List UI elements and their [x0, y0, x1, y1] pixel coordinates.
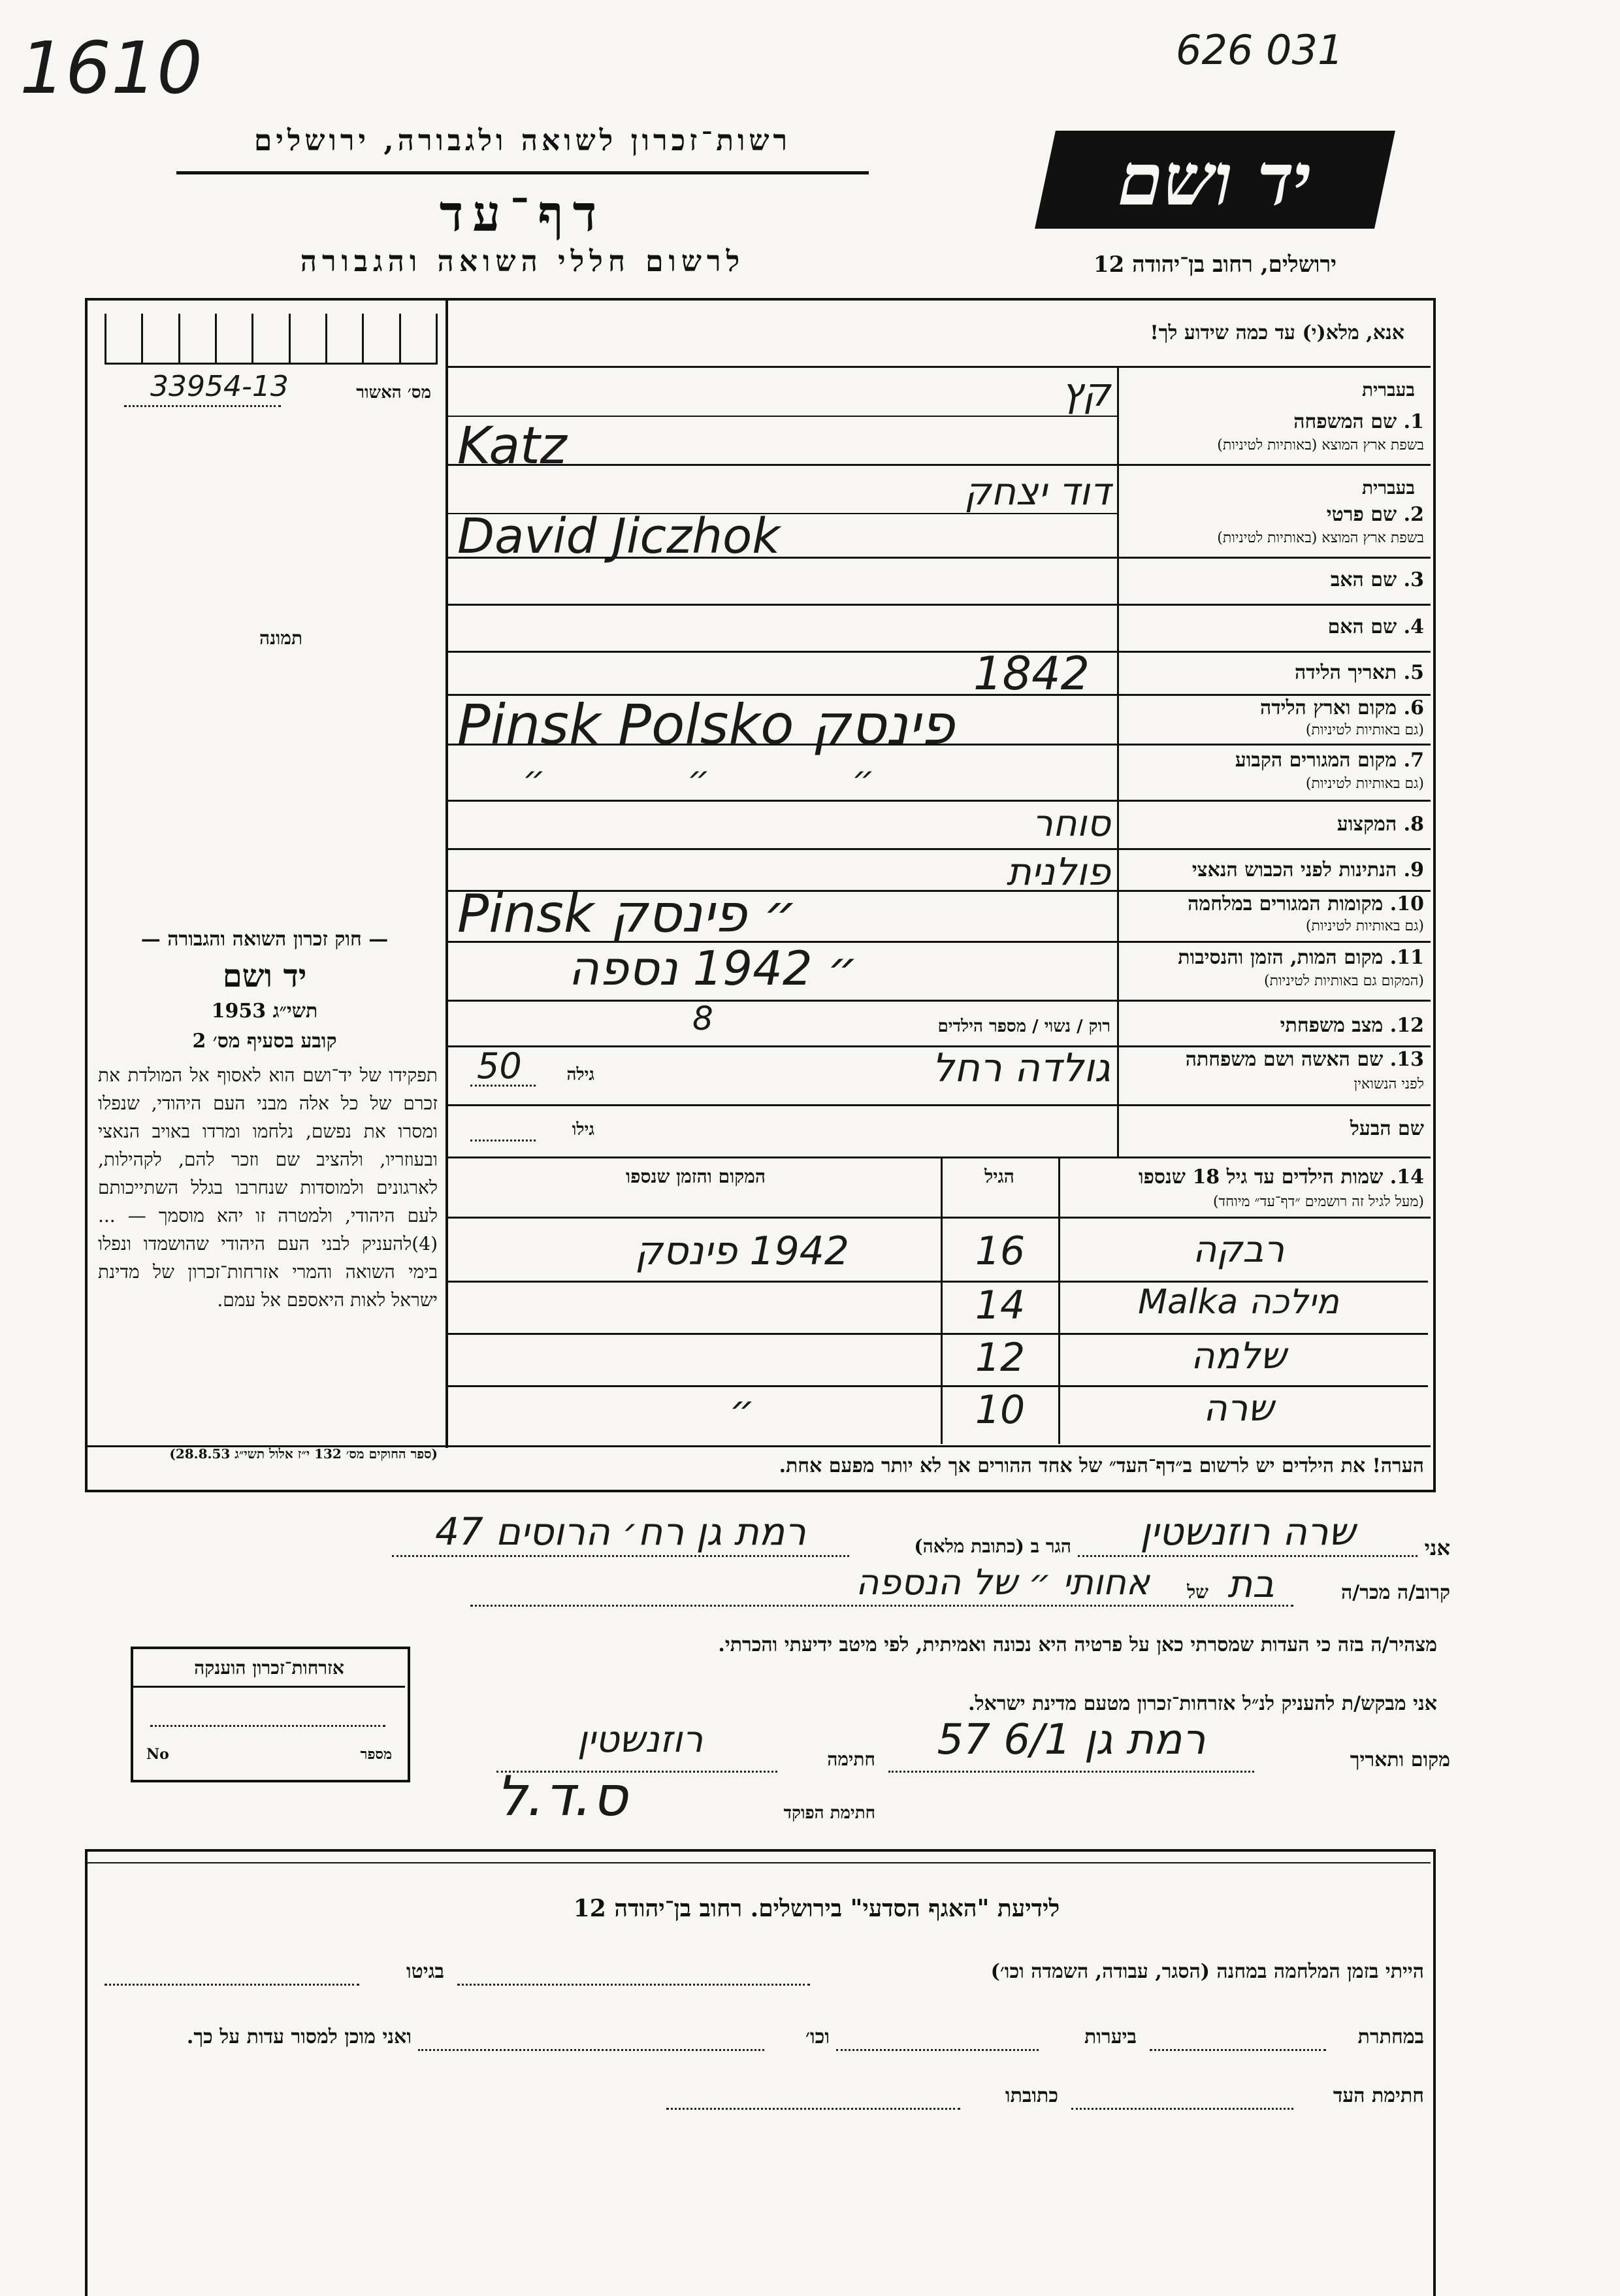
- field-5-value: 1842: [973, 647, 1090, 700]
- citizenship-title: אזרחות־זכרון הוענקה: [194, 1657, 344, 1679]
- child-place: ״: [729, 1387, 755, 1433]
- field-9-value: פולנית: [1006, 849, 1110, 894]
- law-text: תפקידו של יד־ושם הוא לאסוף אל המולדת את זכרם של כל אלה מבני העם היהודי, שנפלו ומסרו את נפשם, נלחמו ומרדו באויב הנאצי ובעוזריו, ולהציב שם וזכר להם, לקהילות, לארגונים ולמוסדות שנחרבו בגלל השתייכותם לעם היהודי, ולמטרה זו יהא מוסמך — ...(4)להעניק לבני העם היהודי שהושמדו ונפלו בימי השואה והמרי אזרחות־זכרון של מדינת ישראל לאות היאספם אל עמם.: [98, 1064, 438, 1311]
- code-boxes: [105, 314, 438, 365]
- field-2-sub: בשפת ארץ המוצא (באותיות לטיניות): [1217, 530, 1424, 546]
- bottom-line1: הייתי בזמן המלחמה במחנה (הסגר, עבודה, השמדה וכו׳): [990, 1960, 1424, 1983]
- child-age: 14: [975, 1283, 1026, 1328]
- child-name: שלמה: [1190, 1335, 1287, 1377]
- approval-label: מס׳ האשור: [356, 383, 431, 402]
- bottom-etc: וכו׳: [805, 2025, 830, 2048]
- child-age: 12: [975, 1335, 1026, 1381]
- form-title: דף־עד: [439, 184, 606, 242]
- note-text: הערה! את הילדים יש לרשום ב״דף־העד״ של אחד ההורים אך לא יותר מפעם אחת.: [779, 1454, 1424, 1477]
- field-2-hebrew-value: דוד יצחק: [964, 469, 1110, 514]
- table-row: [448, 1281, 1428, 1335]
- children-title: 14. שמות הילדים עד גיל 18 שנספו: [1138, 1166, 1424, 1189]
- field-6-label: 6. מקום וארץ הלידה: [1259, 697, 1424, 719]
- field-11-sub: (המקום גם באותיות לטיניות): [1264, 973, 1424, 989]
- of-label: של: [1187, 1581, 1208, 1603]
- law-year: תשי״ג 1953: [211, 1000, 318, 1023]
- relation: בת: [1227, 1562, 1274, 1606]
- citizenship-no: No: [146, 1746, 169, 1763]
- declarant-name: שרה רוזנשטין: [1140, 1509, 1355, 1554]
- field-2-label: 2. שם פרטי: [1326, 503, 1424, 526]
- corner-number-left: 1610: [20, 26, 202, 110]
- law-source: (ספר החוקים מס׳ 132 י״ז אלול תשי״ג 28.8.53): [169, 1446, 438, 1462]
- child-name: מילכה Malka: [1138, 1283, 1339, 1322]
- table-row: [448, 1228, 1428, 1281]
- place-date: רמת גן 6/1 57: [937, 1716, 1206, 1764]
- child-place: 1942 פינסק: [634, 1228, 850, 1274]
- col-place-header: המקום והזמן שנספו: [626, 1166, 766, 1187]
- field-10-label: 10. מקומות המגורים במלחמה: [1188, 893, 1424, 915]
- bottom-address: כתובתו: [1005, 2084, 1058, 2107]
- field-9-label: 9. הנתינות לפני הכבוש הנאצי: [1191, 859, 1424, 881]
- field-10-value: Pinsk ״ פינסק: [457, 883, 798, 944]
- field-1-label: 1. שם המשפחה: [1293, 410, 1424, 433]
- field-6-sub: (גם באותיות לטיניות): [1305, 722, 1424, 738]
- photo-label: תמונה: [259, 627, 303, 649]
- signature: רוזנשטין: [577, 1718, 704, 1761]
- declarant-address: רמת גן רח׳ הרוסים 47: [435, 1509, 806, 1554]
- field-7-label: 7. מקום המגורים הקבוע: [1235, 749, 1424, 772]
- field-1-latin-value: Katz: [457, 417, 567, 476]
- bottom-line1-end: בגיטו: [406, 1960, 444, 1983]
- children-rows: [448, 1228, 1428, 1444]
- bottom-witness-sig: חתימת העד: [1333, 2084, 1424, 2107]
- children-sub: (מעל לגיל זה רושמים ״דף־עד״ מיוחד): [1212, 1194, 1424, 1210]
- field-4-label: 4. שם האם: [1327, 615, 1424, 638]
- table-row: [448, 1333, 1428, 1387]
- col-age-header: הגיל: [984, 1166, 1014, 1187]
- yad-vashem-logo: יד ושם: [1035, 131, 1395, 229]
- husband-label: שם הבעל: [1350, 1117, 1424, 1140]
- citizenship-number-label: מספר: [360, 1746, 392, 1763]
- field-7-value: ״ ״ ״: [523, 758, 875, 799]
- field-12-label: 12. מצב משפחתי: [1280, 1014, 1424, 1037]
- wife-name: גולדה רחל: [932, 1045, 1110, 1091]
- child-name: רבקה: [1192, 1228, 1285, 1271]
- place-date-label: מקום ותאריך: [1350, 1748, 1450, 1771]
- field-8-value: סוחר: [1032, 802, 1110, 845]
- bottom-forests: ביערות: [1084, 2025, 1137, 2048]
- declarant-i-label: אני: [1424, 1535, 1450, 1560]
- field-10-sub: (גם באותיות לטיניות): [1305, 918, 1424, 934]
- table-row: [448, 1385, 1428, 1439]
- authority-name: רשות־זכרון לשואה ולגבורה, ירושלים: [253, 124, 792, 157]
- wife-age: 50: [477, 1045, 522, 1087]
- bottom-testimony: ואני מוכן למסור עדות על כך.: [186, 2025, 412, 2048]
- official-signature: ס.ד.ל: [496, 1764, 628, 1828]
- child-name: שרה: [1203, 1387, 1274, 1430]
- field-8-label: 8. המקצוע: [1336, 813, 1424, 836]
- child-age: 16: [975, 1228, 1026, 1274]
- law-heading: — חוק זכרון השואה והגבורה —: [140, 928, 389, 951]
- bottom-underground: במחתרת: [1357, 2025, 1424, 2048]
- law-name: יד ושם: [222, 958, 307, 994]
- corner-number-right: 626 031: [1176, 26, 1344, 74]
- signature-label: חתימה: [827, 1748, 875, 1770]
- official-label: חתימת הפוקד: [783, 1803, 875, 1823]
- field-2-latin-value: David Jiczhok: [457, 508, 781, 565]
- husband-age-label: גילו: [572, 1120, 594, 1140]
- field-13-label: 13. שם האשה ושם משפחתה: [1185, 1048, 1424, 1071]
- relation-of: אחותי ״ של הנספה: [856, 1562, 1150, 1603]
- field-1-sub: בשפת ארץ המוצא (באותיות לטיניות): [1217, 437, 1424, 453]
- field-7-sub: (גם באותיות לטיניות): [1305, 776, 1424, 792]
- child-age: 10: [975, 1387, 1026, 1433]
- relation-label: קרוב/ה מכר/ה: [1341, 1581, 1450, 1604]
- resides-label: הגר ב (כתובת מלאה): [914, 1535, 1071, 1557]
- declaration-text: מצהיר/ה בזה כי העדות שמסרתי כאן על פרטיה היא נכונה ואמיתית, לפי מיטב ידיעתי והכרתי.: [718, 1633, 1437, 1656]
- field-6-value: Pinsk Polsko פינסק: [457, 693, 955, 757]
- law-clause: קובע בסעיף מס׳ 2: [192, 1030, 337, 1053]
- instruction: אנא, מלא(י) עד כמה שידוע לך!: [1150, 321, 1404, 344]
- bottom-heading: לידיעת "האגף הסדעי" בירושלים. רחוב בן־יהודה 12: [573, 1895, 1060, 1922]
- hebrew-tag-2: בעברית: [1361, 477, 1415, 499]
- children-count: 8: [692, 1000, 713, 1038]
- field-12-options: רוק / נשוי / מספר הילדים: [937, 1017, 1110, 1036]
- wife-age-label: גילה: [566, 1065, 594, 1085]
- field-11-label: 11. מקום המות, הזמן והנסיבות: [1178, 946, 1424, 969]
- field-1-hebrew-value: קץ: [1061, 370, 1110, 416]
- field-5-label: 5. תאריך הלידה: [1295, 661, 1424, 684]
- hebrew-tag-1: בעברית: [1361, 379, 1415, 401]
- field-13-sub: לפני הנשואין: [1353, 1076, 1424, 1092]
- request-text: אני מבקש/ת להעניק לנ״ל אזרחות־זכרון מטעם מדינת ישראל.: [968, 1692, 1437, 1715]
- header-address: ירושלים, רחוב בן־יהודה 12: [1093, 252, 1337, 278]
- approval-number: 33954-13: [150, 370, 289, 403]
- field-3-label: 3. שם האב: [1330, 568, 1424, 591]
- form-subtitle: לרשום חללי השואה והגבורה: [300, 245, 745, 278]
- field-11-value: ״ 1942 נספה: [568, 941, 858, 996]
